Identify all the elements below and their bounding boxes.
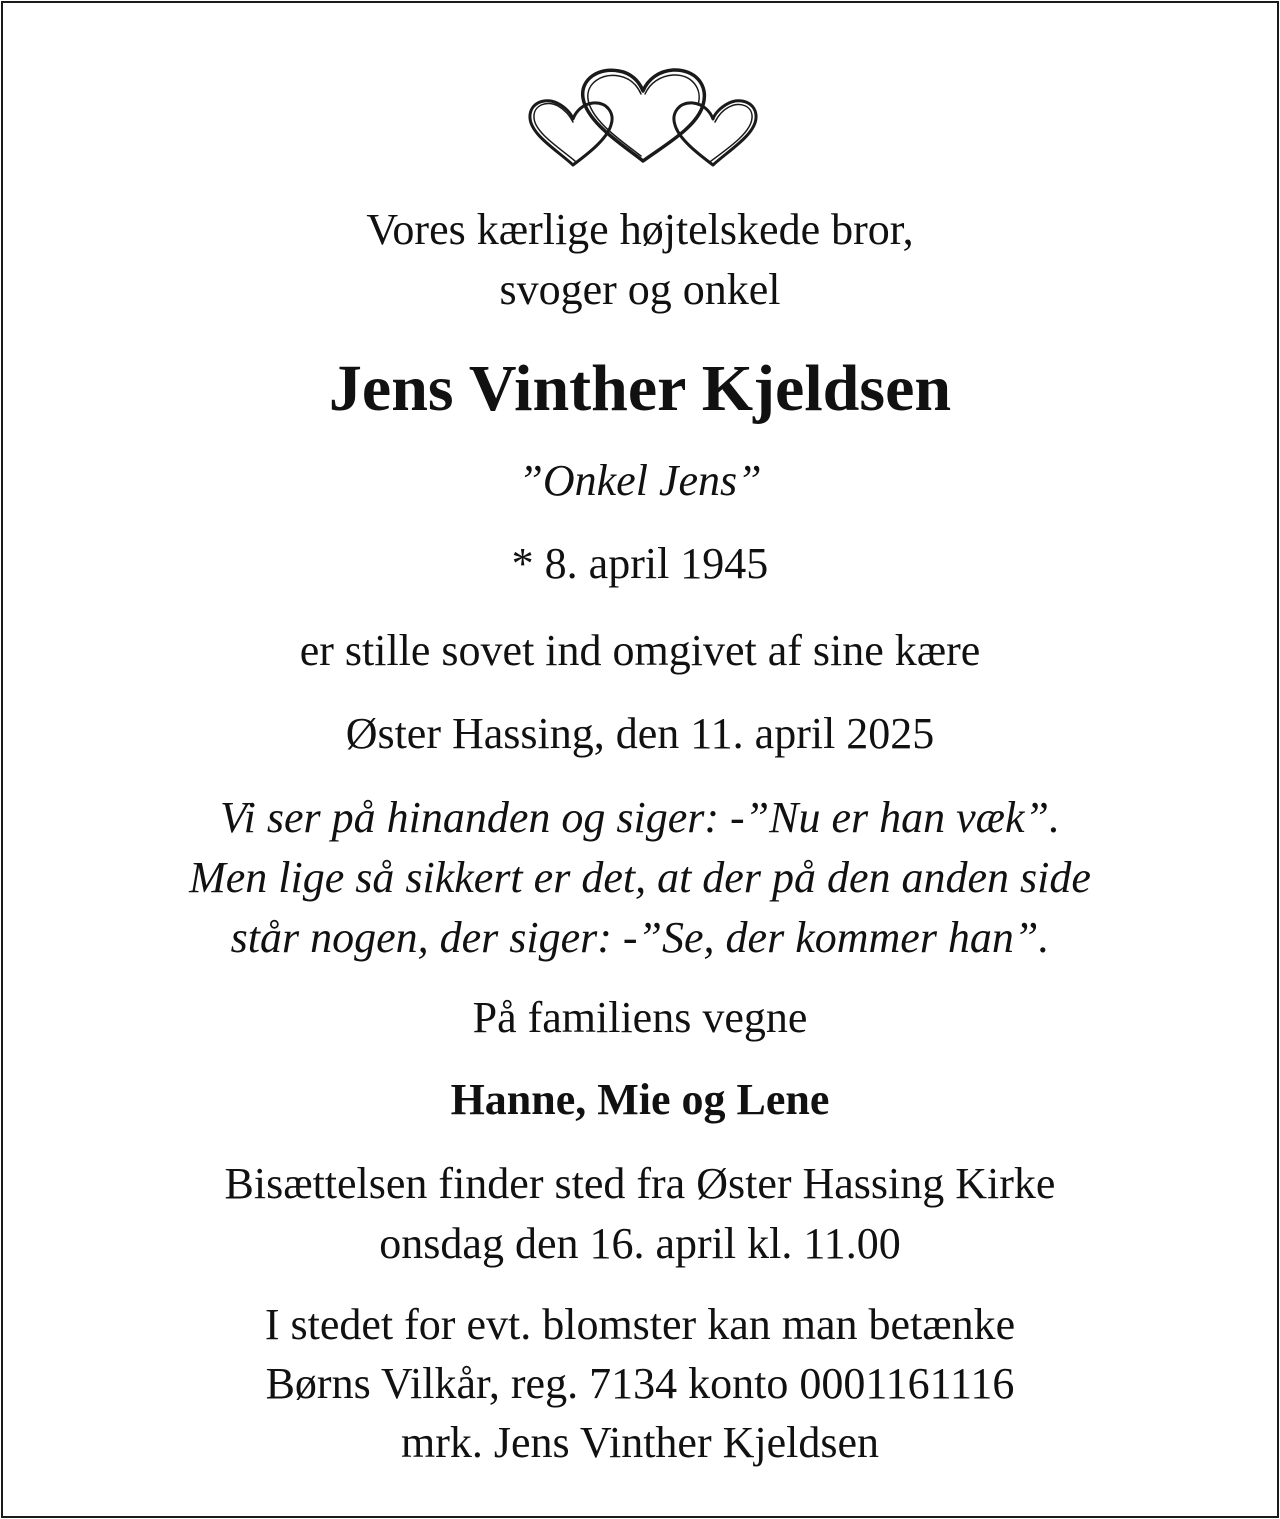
charity-line-1: I stedet for evt. blomster kan man betænke — [264, 1300, 1016, 1349]
place-and-date: Øster Hassing, den 11. april 2025 — [345, 709, 935, 758]
family-names: Hanne, Mie og Lene — [450, 1075, 830, 1124]
deceased-name: Jens Vinther Kjeldsen — [328, 352, 952, 425]
intro-line-2: svoger og onkel — [499, 265, 781, 314]
three-hearts-icon — [523, 63, 763, 173]
funeral-line-2: onsdag den 16. april kl. 11.00 — [379, 1219, 901, 1268]
intro-line-1: Vores kærlige højtelskede bror, — [366, 205, 914, 254]
charity-line-3: mrk. Jens Vinther Kjeldsen — [400, 1418, 880, 1467]
nickname: ”Onkel Jens” — [518, 456, 762, 505]
verse-line-2: Men lige så sikkert er det, at der på den anden side — [189, 853, 1091, 902]
birth-date: * 8. april 1945 — [511, 539, 769, 588]
verse-line-1: Vi ser på hinanden og siger: -”Nu er han væk”. — [219, 793, 1061, 842]
charity-line-2: Børns Vilkår, reg. 7134 konto 0001161116 — [265, 1359, 1015, 1408]
verse-line-3: står nogen, der siger: -”Se, der kommer han”. — [230, 913, 1050, 962]
on-behalf-of-family: På familiens vegne — [472, 993, 808, 1042]
notice-content — [3, 3, 1277, 1516]
passing-statement: er stille sovet ind omgivet af sine kære — [299, 626, 981, 675]
notice-frame — [1, 1, 1279, 1518]
funeral-line-1: Bisættelsen finder sted fra Øster Hassing Kirke — [224, 1159, 1056, 1208]
